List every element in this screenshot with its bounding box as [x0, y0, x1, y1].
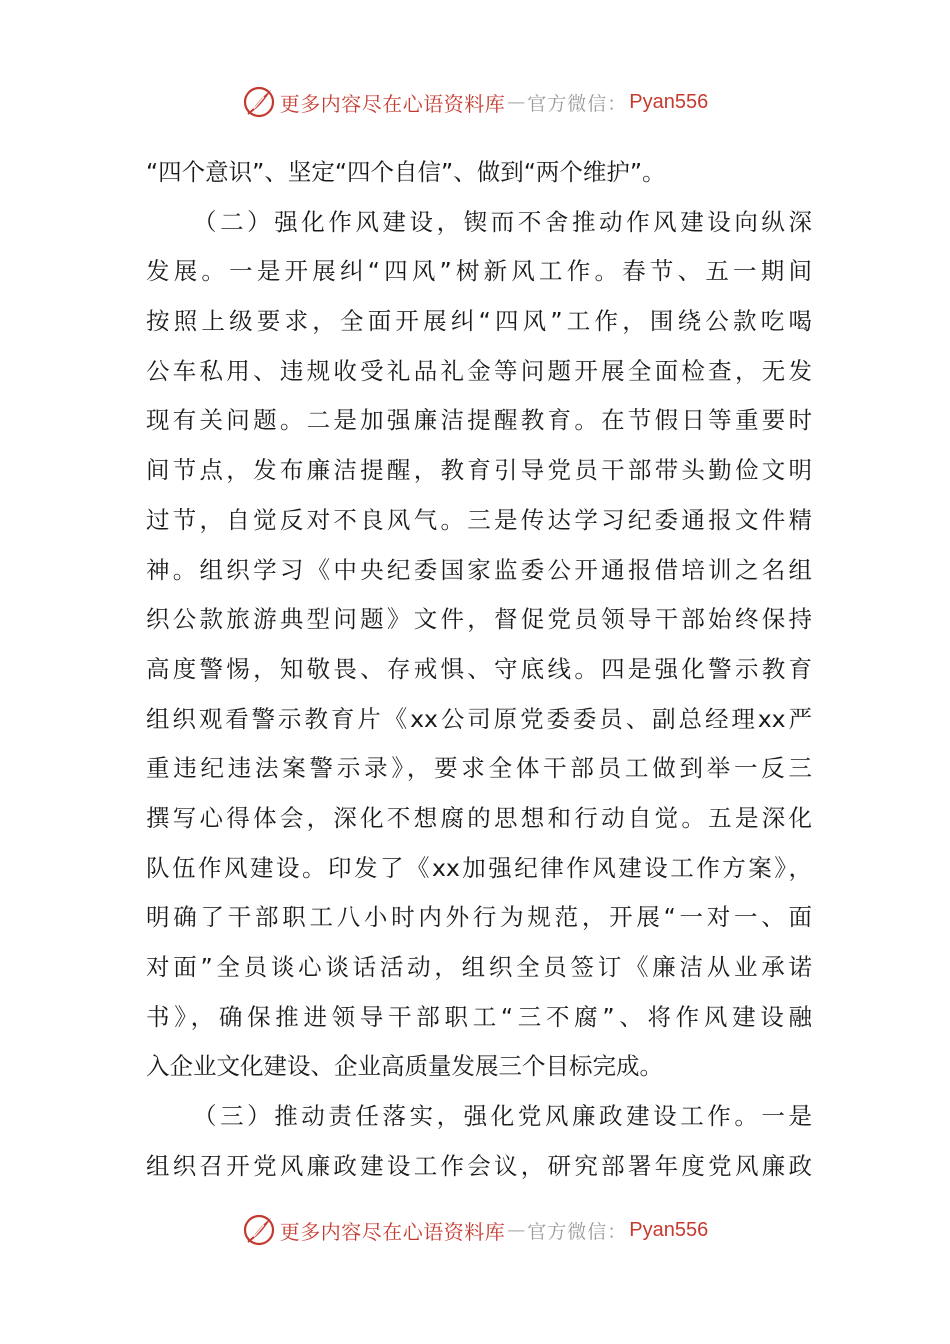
text-line: 明确了干部职工八小时内外行为规范，开展“一对一、面: [146, 903, 812, 932]
separator-dash: —: [507, 91, 526, 113]
brand-name: 更多内容尽在心语资料库: [279, 91, 506, 116]
text-line: 过节，自觉反对不良风气。三是传达学习纪委通报文件精: [146, 505, 812, 534]
text-line: “四个意识”、坚定“四个自信”、做到“两个维护”。: [146, 158, 666, 186]
brand-name: 更多内容尽在心语资料库: [279, 1219, 506, 1244]
text-line: 重违纪违法案警示录》，要求全体干部员工做到举一反三: [146, 754, 812, 783]
footer-banner: [0, 1210, 950, 1250]
separator-dash: —: [507, 1219, 526, 1241]
text-line: 按照上级要求，全面开展纠“四风”工作，围绕公款吃喝: [146, 307, 812, 336]
text-line: 间节点，发布廉洁提醒，教育引导党员干部带头勤俭文明: [146, 456, 812, 485]
official-wechat-label: 官方微信：: [527, 1220, 628, 1243]
text-line: 神。组织学习《中央纪委国家监委公开通报借培训之名组: [146, 555, 812, 584]
feather-pen-logo-icon: [242, 85, 276, 119]
text-line: 织公款旅游典型问题》文件，督促党员领导干部始终保持: [146, 605, 812, 634]
text-line: 组织召开党风廉政建设工作会议，研究部署年度党风廉政: [146, 1151, 812, 1180]
header-banner: [0, 82, 950, 122]
text-line: 入企业文化建设、企业高质量发展三个目标完成。: [146, 1052, 663, 1081]
text-line: 书》，确保推进领导干部职工“三不腐”、将作风建设融: [146, 1002, 812, 1031]
document-body: [146, 148, 812, 1191]
text-line: 组织观看警示教育片《xx公司原党委委员、副总经理xx严: [146, 704, 812, 733]
official-wechat-label: 官方微信：: [527, 92, 628, 115]
text-line: 对面”全员谈心谈话活动，组织全员签订《廉洁从业承诺: [146, 953, 812, 981]
section-heading-line: （二）强化作风建设，锲而不舍推动作风建设向纵深: [193, 207, 812, 236]
wechat-id: Pyan556: [629, 1218, 709, 1241]
text-line: 高度警惕，知敬畏、存戒惧、守底线。四是强化警示教育: [146, 654, 812, 683]
text-line: 发展。一是开展纠“四风”树新风工作。春节、五一期间: [146, 257, 812, 286]
wechat-id: Pyan556: [629, 90, 709, 113]
text-line: 队伍作风建设。印发了《xx加强纪律作风建设工作方案》，: [146, 853, 812, 882]
text-line: 现有关问题。二是加强廉洁提醒教育。在节假日等重要时: [146, 406, 812, 435]
feather-pen-logo-icon: [242, 1213, 276, 1247]
text-line: 公车私用、违规收受礼品礼金等问题开展全面检查，无发: [146, 356, 812, 385]
text-line: 撰写心得体会，深化不想腐的思想和行动自觉。五是深化: [146, 803, 812, 832]
section-heading-line: （三）推动责任落实，强化党风廉政建设工作。一是: [193, 1102, 812, 1131]
